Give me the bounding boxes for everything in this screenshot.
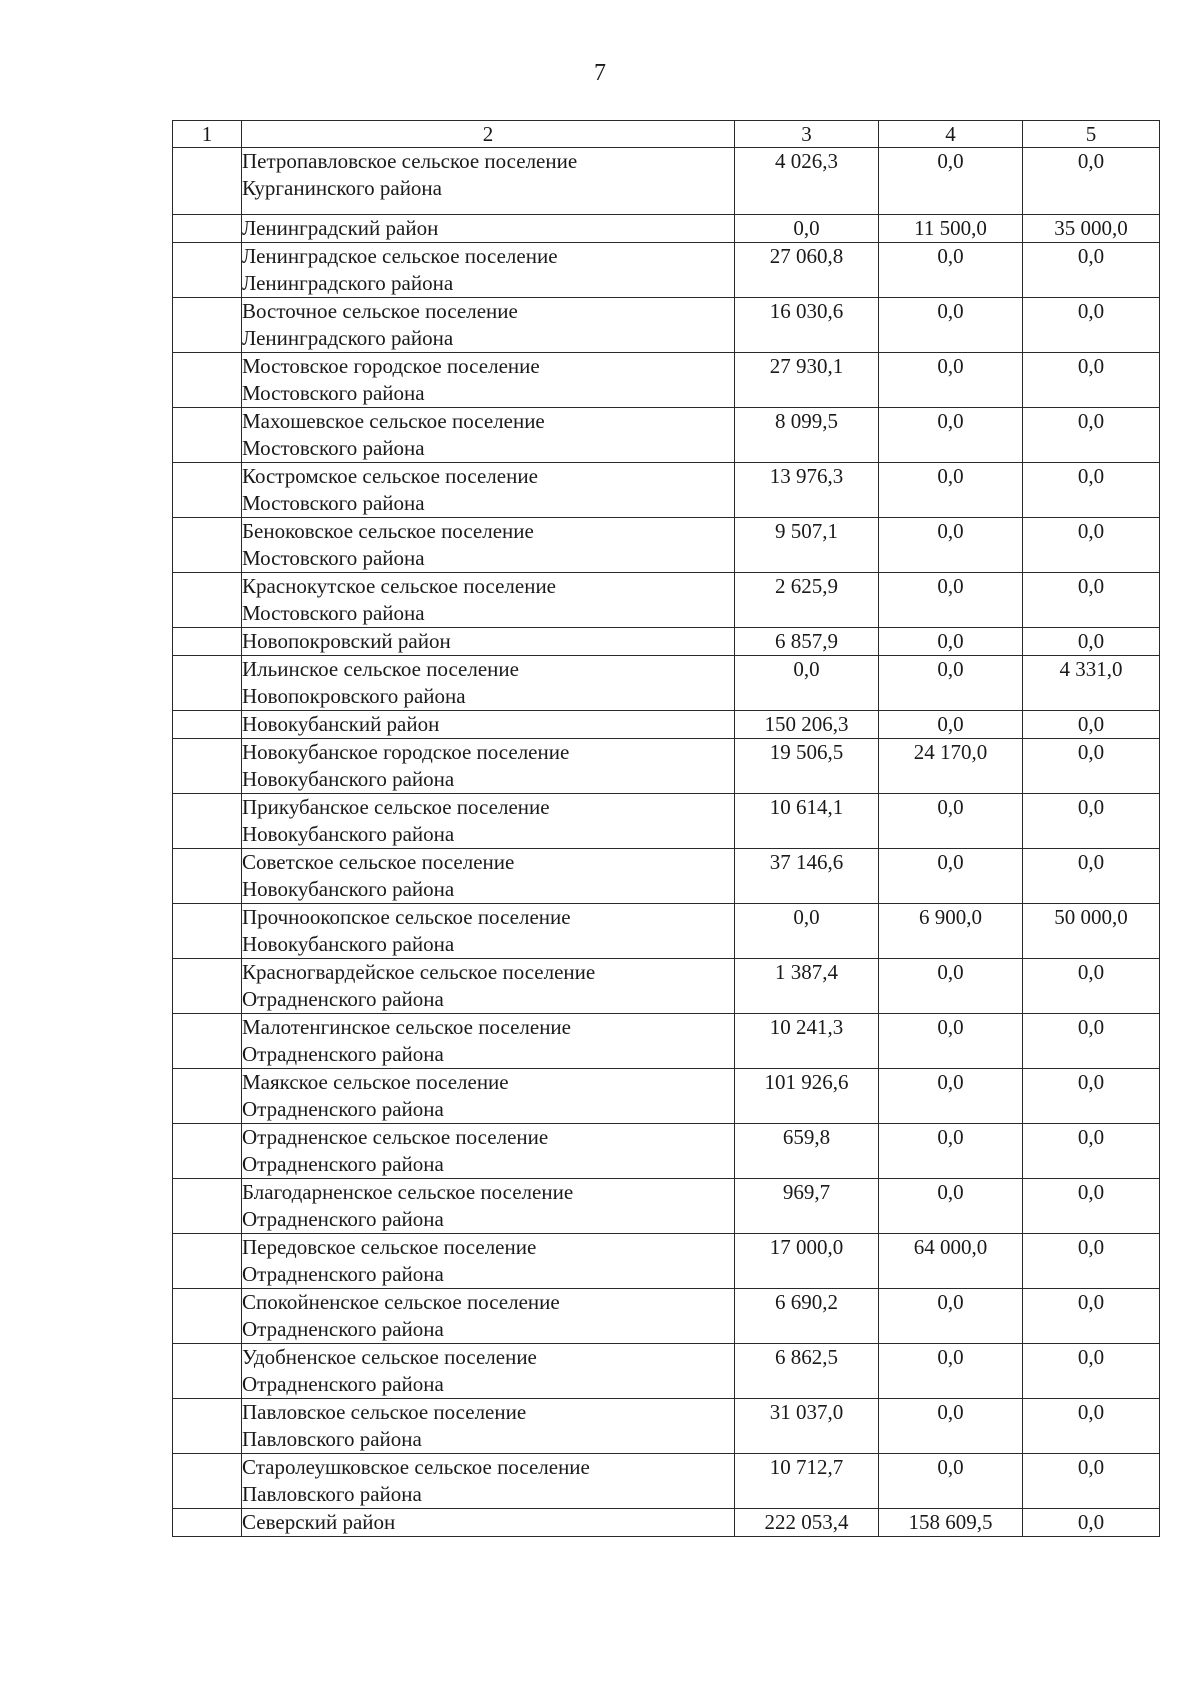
value-col5-cell: 0,0: [1023, 518, 1160, 573]
municipality-name-line: Новокубанского района: [242, 876, 455, 901]
value-col4-cell: 0,0: [879, 711, 1023, 739]
municipality-name-line: Петропавловское сельское поселение: [242, 149, 578, 174]
value-col3-cell: 6 862,5: [735, 1344, 879, 1399]
table-row: [173, 1234, 1160, 1289]
municipality-name-line: Костромское сельское поселение: [242, 464, 538, 489]
header-cell-2: 2: [242, 121, 735, 148]
value-col5-cell: 0,0: [1023, 1234, 1160, 1289]
table-row: [173, 1124, 1160, 1179]
row-number-cell: [173, 1344, 242, 1399]
value-col4-cell: 0,0: [879, 243, 1023, 298]
municipality-name-line: Маякское сельское поселение: [242, 1070, 509, 1095]
value-col3-cell: 6 857,9: [735, 628, 879, 656]
municipality-name-line: Отрадненского района: [242, 1206, 444, 1231]
value-col5-cell: 0,0: [1023, 353, 1160, 408]
value-col3-cell: 659,8: [735, 1124, 879, 1179]
table-row: [173, 408, 1160, 463]
row-number-cell: [173, 353, 242, 408]
municipality-name-line: Беноковское сельское поселение: [242, 519, 534, 544]
table-row: [173, 959, 1160, 1014]
budget-table: [172, 120, 1160, 1537]
table-row: [173, 298, 1160, 353]
row-number-cell: [173, 148, 242, 215]
value-col4-cell: 24 170,0: [879, 739, 1023, 794]
value-col5-cell: 0,0: [1023, 1014, 1160, 1069]
municipality-name-cell: [242, 1399, 735, 1454]
value-col4-cell: 0,0: [879, 463, 1023, 518]
table-row: [173, 628, 1160, 656]
value-col4-cell: 11 500,0: [879, 215, 1023, 243]
table-row: [173, 148, 1160, 215]
value-col4-cell: 0,0: [879, 1124, 1023, 1179]
header-cell-5: 5: [1023, 121, 1160, 148]
municipality-name-line: Ленинградское сельское поселение: [242, 244, 558, 269]
value-col3-cell: 0,0: [735, 656, 879, 711]
table-row: [173, 1344, 1160, 1399]
municipality-name-line: Отрадненского района: [242, 1316, 444, 1341]
value-col4-cell: 6 900,0: [879, 904, 1023, 959]
municipality-name-cell: [242, 904, 735, 959]
value-col3-cell: 0,0: [735, 904, 879, 959]
value-col3-cell: 27 060,8: [735, 243, 879, 298]
table-row: [173, 849, 1160, 904]
value-col5-cell: 0,0: [1023, 1509, 1160, 1537]
row-number-cell: [173, 243, 242, 298]
value-col3-cell: 6 690,2: [735, 1289, 879, 1344]
municipality-name-line: Новокубанского района: [242, 821, 455, 846]
value-col5-cell: 0,0: [1023, 711, 1160, 739]
value-col3-cell: 10 614,1: [735, 794, 879, 849]
municipality-name-cell: [242, 1179, 735, 1234]
value-col5-cell: 50 000,0: [1023, 904, 1160, 959]
municipality-name-line: Новокубанское городское поселение: [242, 740, 570, 765]
row-number-cell: [173, 298, 242, 353]
table-row: [173, 1179, 1160, 1234]
municipality-name-line: Мостовское городское поселение: [242, 354, 540, 379]
row-number-cell: [173, 215, 242, 243]
municipality-name-line: Старолеушковское сельское поселение: [242, 1455, 590, 1480]
municipality-name-cell: [242, 849, 735, 904]
table-row: [173, 794, 1160, 849]
municipality-name-line: Советское сельское поселение: [242, 850, 515, 875]
value-col3-cell: 150 206,3: [735, 711, 879, 739]
value-col3-cell: 4 026,3: [735, 148, 879, 215]
value-col4-cell: 0,0: [879, 1014, 1023, 1069]
municipality-name-line: Мостовского района: [242, 545, 425, 570]
value-col4-cell: 0,0: [879, 1344, 1023, 1399]
value-col4-cell: 0,0: [879, 656, 1023, 711]
municipality-name-line: Красногвардейское сельское поселение: [242, 960, 596, 985]
municipality-name-line: Отрадненского района: [242, 1096, 444, 1121]
municipality-name-cell: [242, 1124, 735, 1179]
municipality-name-cell: [242, 1069, 735, 1124]
table-row: [173, 463, 1160, 518]
value-col3-cell: 8 099,5: [735, 408, 879, 463]
row-number-cell: [173, 959, 242, 1014]
row-number-cell: [173, 1454, 242, 1509]
municipality-name-cell: [242, 1014, 735, 1069]
row-number-cell: [173, 573, 242, 628]
municipality-name-line: Ильинское сельское поселение: [242, 657, 519, 682]
value-col5-cell: 0,0: [1023, 573, 1160, 628]
table-row: [173, 573, 1160, 628]
header-cell-3: 3: [735, 121, 879, 148]
value-col5-cell: 0,0: [1023, 1399, 1160, 1454]
value-col4-cell: 0,0: [879, 1454, 1023, 1509]
municipality-name-line: Мостовского района: [242, 490, 425, 515]
value-col5-cell: 35 000,0: [1023, 215, 1160, 243]
municipality-name-cell: [242, 1344, 735, 1399]
value-col5-cell: 0,0: [1023, 1454, 1160, 1509]
value-col4-cell: 0,0: [879, 1399, 1023, 1454]
value-col3-cell: 222 053,4: [735, 1509, 879, 1537]
municipality-name-line: Павловское сельское поселение: [242, 1400, 527, 1425]
municipality-name-cell: [242, 959, 735, 1014]
table-row: [173, 518, 1160, 573]
value-col4-cell: 0,0: [879, 1069, 1023, 1124]
value-col4-cell: 0,0: [879, 148, 1023, 215]
municipality-name-cell: [242, 243, 735, 298]
row-number-cell: [173, 408, 242, 463]
value-col3-cell: 2 625,9: [735, 573, 879, 628]
municipality-name-cell: [242, 215, 735, 243]
row-number-cell: [173, 1124, 242, 1179]
value-col5-cell: 0,0: [1023, 1069, 1160, 1124]
municipality-name-line: Передовское сельское поселение: [242, 1235, 537, 1260]
value-col4-cell: 0,0: [879, 573, 1023, 628]
municipality-name-cell: [242, 518, 735, 573]
value-col5-cell: 0,0: [1023, 243, 1160, 298]
value-col4-cell: 0,0: [879, 1289, 1023, 1344]
value-col4-cell: 0,0: [879, 408, 1023, 463]
value-col3-cell: 10 241,3: [735, 1014, 879, 1069]
header-row: [173, 121, 1160, 148]
value-col3-cell: 27 930,1: [735, 353, 879, 408]
municipality-name-line: Мостовского района: [242, 435, 425, 460]
value-col5-cell: 0,0: [1023, 739, 1160, 794]
value-col5-cell: 0,0: [1023, 1179, 1160, 1234]
row-number-cell: [173, 904, 242, 959]
municipality-name-line: Новопокровского района: [242, 683, 466, 708]
header-cell-1: 1: [173, 121, 242, 148]
municipality-name-line: Восточное сельское поселение: [242, 299, 518, 324]
table-row: [173, 1509, 1160, 1537]
municipality-name-line: Отрадненского района: [242, 1261, 444, 1286]
municipality-name-cell: [242, 1454, 735, 1509]
municipality-name-line: Отрадненское сельское поселение: [242, 1125, 549, 1150]
municipality-name-line: Новокубанского района: [242, 766, 455, 791]
row-number-cell: [173, 1234, 242, 1289]
value-col3-cell: 16 030,6: [735, 298, 879, 353]
value-col4-cell: 0,0: [879, 518, 1023, 573]
table-row: [173, 1454, 1160, 1509]
municipality-name-line: Павловского района: [242, 1481, 422, 1506]
municipality-name-line: Прикубанское сельское поселение: [242, 795, 550, 820]
municipality-name-line: Новопокровский район: [242, 629, 451, 654]
table-row: [173, 215, 1160, 243]
municipality-name-line: Курганинского района: [242, 175, 442, 200]
municipality-name-cell: [242, 739, 735, 794]
table-row: [173, 904, 1160, 959]
municipality-name-line: Махошевское сельское поселение: [242, 409, 545, 434]
row-number-cell: [173, 1289, 242, 1344]
header-cell-4: 4: [879, 121, 1023, 148]
table-row: [173, 243, 1160, 298]
municipality-name-line: Новокубанский район: [242, 712, 440, 737]
municipality-name-cell: [242, 408, 735, 463]
table-row: [173, 1289, 1160, 1344]
municipality-name-line: Павловского района: [242, 1426, 422, 1451]
municipality-name-cell: [242, 1289, 735, 1344]
value-col5-cell: 0,0: [1023, 959, 1160, 1014]
municipality-name-line: Северский район: [242, 1510, 396, 1535]
value-col5-cell: 0,0: [1023, 849, 1160, 904]
value-col4-cell: 0,0: [879, 628, 1023, 656]
row-number-cell: [173, 739, 242, 794]
table-row: [173, 711, 1160, 739]
value-col5-cell: 0,0: [1023, 408, 1160, 463]
value-col4-cell: 158 609,5: [879, 1509, 1023, 1537]
municipality-name-line: Ленинградского района: [242, 270, 454, 295]
value-col5-cell: 0,0: [1023, 628, 1160, 656]
row-number-cell: [173, 463, 242, 518]
municipality-name-line: Отрадненского района: [242, 986, 444, 1011]
value-col3-cell: 19 506,5: [735, 739, 879, 794]
municipality-name-line: Спокойненское сельское поселение: [242, 1290, 560, 1315]
row-number-cell: [173, 1069, 242, 1124]
municipality-name-line: Прочноокопское сельское поселение: [242, 905, 571, 930]
row-number-cell: [173, 1399, 242, 1454]
value-col4-cell: 0,0: [879, 849, 1023, 904]
table-row: [173, 1069, 1160, 1124]
value-col4-cell: 64 000,0: [879, 1234, 1023, 1289]
municipality-name-cell: [242, 1509, 735, 1537]
row-number-cell: [173, 1014, 242, 1069]
table-row: [173, 656, 1160, 711]
row-number-cell: [173, 656, 242, 711]
municipality-name-cell: [242, 628, 735, 656]
municipality-name-cell: [242, 711, 735, 739]
value-col5-cell: 0,0: [1023, 148, 1160, 215]
table-body: [173, 121, 1160, 1537]
municipality-name-cell: [242, 794, 735, 849]
value-col3-cell: 37 146,6: [735, 849, 879, 904]
municipality-name-cell: [242, 298, 735, 353]
table-row: [173, 739, 1160, 794]
row-number-cell: [173, 711, 242, 739]
table-row: [173, 1399, 1160, 1454]
municipality-name-line: Удобненское сельское поселение: [242, 1345, 537, 1370]
value-col5-cell: 0,0: [1023, 1344, 1160, 1399]
value-col4-cell: 0,0: [879, 1179, 1023, 1234]
table-row: [173, 1014, 1160, 1069]
value-col4-cell: 0,0: [879, 298, 1023, 353]
value-col3-cell: 101 926,6: [735, 1069, 879, 1124]
municipality-name-cell: [242, 656, 735, 711]
value-col3-cell: 969,7: [735, 1179, 879, 1234]
row-number-cell: [173, 1509, 242, 1537]
value-col3-cell: 17 000,0: [735, 1234, 879, 1289]
row-number-cell: [173, 849, 242, 904]
municipality-name-line: Отрадненского района: [242, 1151, 444, 1176]
value-col3-cell: 10 712,7: [735, 1454, 879, 1509]
municipality-name-line: Малотенгинское сельское поселение: [242, 1015, 571, 1040]
value-col3-cell: 1 387,4: [735, 959, 879, 1014]
table-row: [173, 353, 1160, 408]
municipality-name-cell: [242, 148, 735, 215]
value-col5-cell: 0,0: [1023, 298, 1160, 353]
value-col4-cell: 0,0: [879, 794, 1023, 849]
value-col5-cell: 0,0: [1023, 794, 1160, 849]
municipality-name-line: Отрадненского района: [242, 1371, 444, 1396]
page-number: 7: [594, 60, 606, 86]
municipality-name-line: Мостовского района: [242, 600, 425, 625]
municipality-name-line: Краснокутское сельское поселение: [242, 574, 557, 599]
row-number-cell: [173, 518, 242, 573]
value-col5-cell: 0,0: [1023, 1289, 1160, 1344]
value-col5-cell: 0,0: [1023, 463, 1160, 518]
value-col5-cell: 4 331,0: [1023, 656, 1160, 711]
value-col3-cell: 9 507,1: [735, 518, 879, 573]
municipality-name-line: Ленинградский район: [242, 216, 439, 241]
municipality-name-line: Отрадненского района: [242, 1041, 444, 1066]
value-col5-cell: 0,0: [1023, 1124, 1160, 1179]
row-number-cell: [173, 628, 242, 656]
municipality-name-line: Ленинградского района: [242, 325, 454, 350]
municipality-name-cell: [242, 573, 735, 628]
row-number-cell: [173, 1179, 242, 1234]
municipality-name-line: Благодарненское сельское поселение: [242, 1180, 574, 1205]
municipality-name-line: Мостовского района: [242, 380, 425, 405]
value-col3-cell: 0,0: [735, 215, 879, 243]
municipality-name-line: Новокубанского района: [242, 931, 455, 956]
value-col3-cell: 31 037,0: [735, 1399, 879, 1454]
value-col3-cell: 13 976,3: [735, 463, 879, 518]
value-col4-cell: 0,0: [879, 353, 1023, 408]
value-col4-cell: 0,0: [879, 959, 1023, 1014]
municipality-name-cell: [242, 353, 735, 408]
row-number-cell: [173, 794, 242, 849]
municipality-name-cell: [242, 463, 735, 518]
municipality-name-cell: [242, 1234, 735, 1289]
